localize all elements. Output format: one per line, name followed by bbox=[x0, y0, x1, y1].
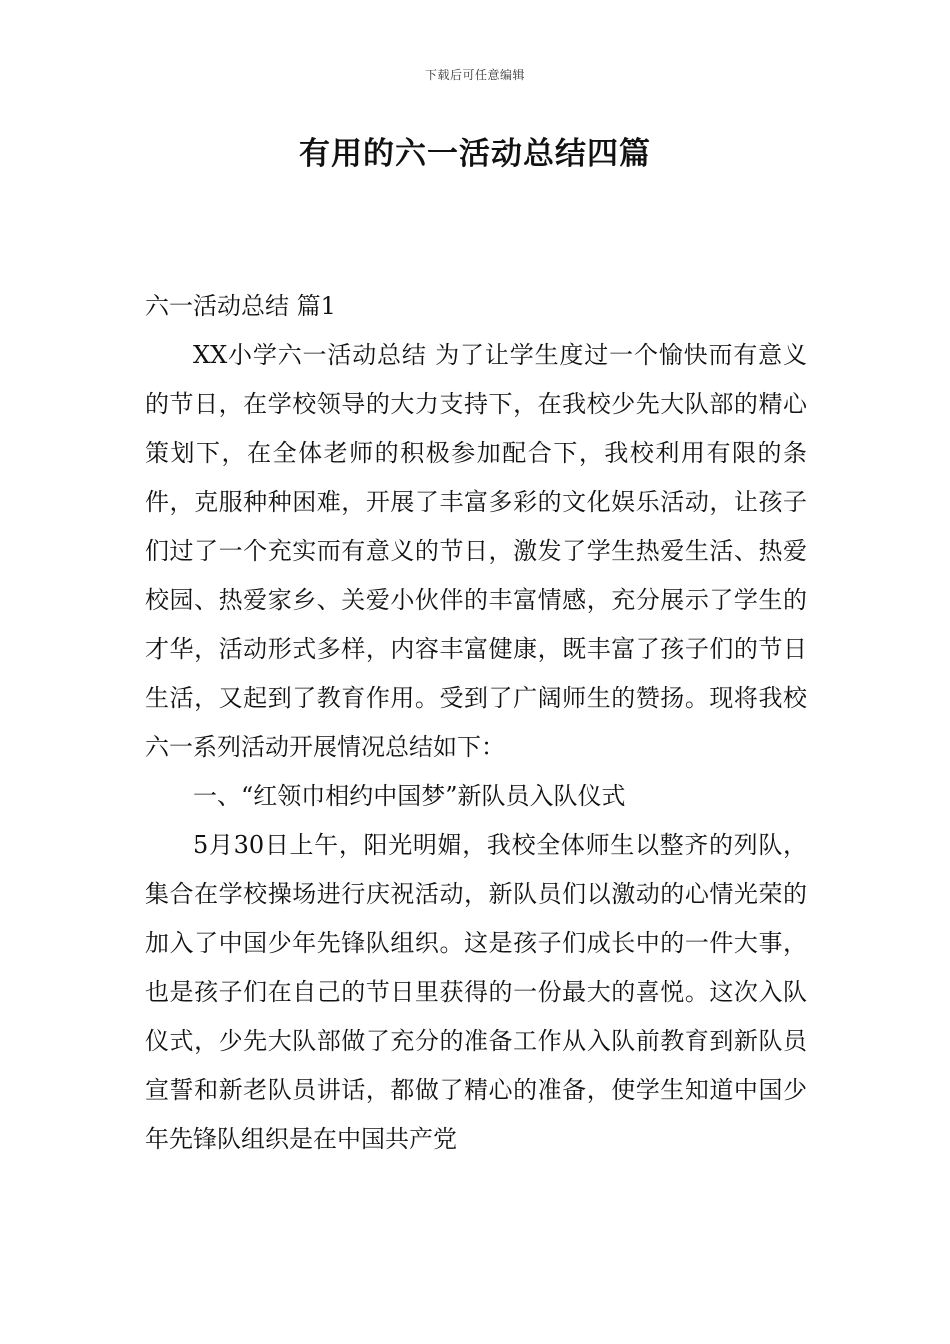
document-title: 有用的六一活动总结四篇 bbox=[299, 136, 651, 172]
header-note: 下载后可任意编辑 bbox=[424, 68, 525, 82]
body-paragraph: XX小学六一活动总结 为了让学生度过一个愉快而有意义的节日，在学校领导的大力支持下，在我校少先大队部的精心策划下，在全体老师的积极参加配合下，我校利用有限的条件，克服种种困难，开展了丰富多彩的文化娱乐活动，让孩子们过了一个充实而有意义的节日，激发了学生热爱生活、热爱校园、热爱家乡、关爱小伙伴的丰富情感，充分展示了学生的才华，活动形式多样，内容丰富健康，既丰富了孩子们的节日生活，又起到了教育作用。受到了广阔师生的赞扬。现将我校六一系列活动开展情况总结如下： bbox=[145, 341, 807, 761]
document-body bbox=[145, 282, 807, 1164]
body-paragraph: 5月30日上午，阳光明媚，我校全体师生以整齐的列队，集合在学校操场进行庆祝活动，新队员们以激动的心情光荣的加入了中国少年先锋队组织。这是孩子们成长中的一件大事，也是孩子们在自己的节日里获得的一份最大的喜悦。这次入队仪式，少先大队部做了充分的准备工作从入队前教育到新队员宣誓和新老队员讲话，都做了精心的准备，使学生知道中国少年先锋队组织是在中国共产党 bbox=[145, 831, 807, 1153]
subsection-heading: 一、“红领巾相约中国梦”新队员入队仪式 bbox=[193, 782, 626, 810]
section-heading: 六一活动总结 篇1 bbox=[145, 292, 336, 320]
